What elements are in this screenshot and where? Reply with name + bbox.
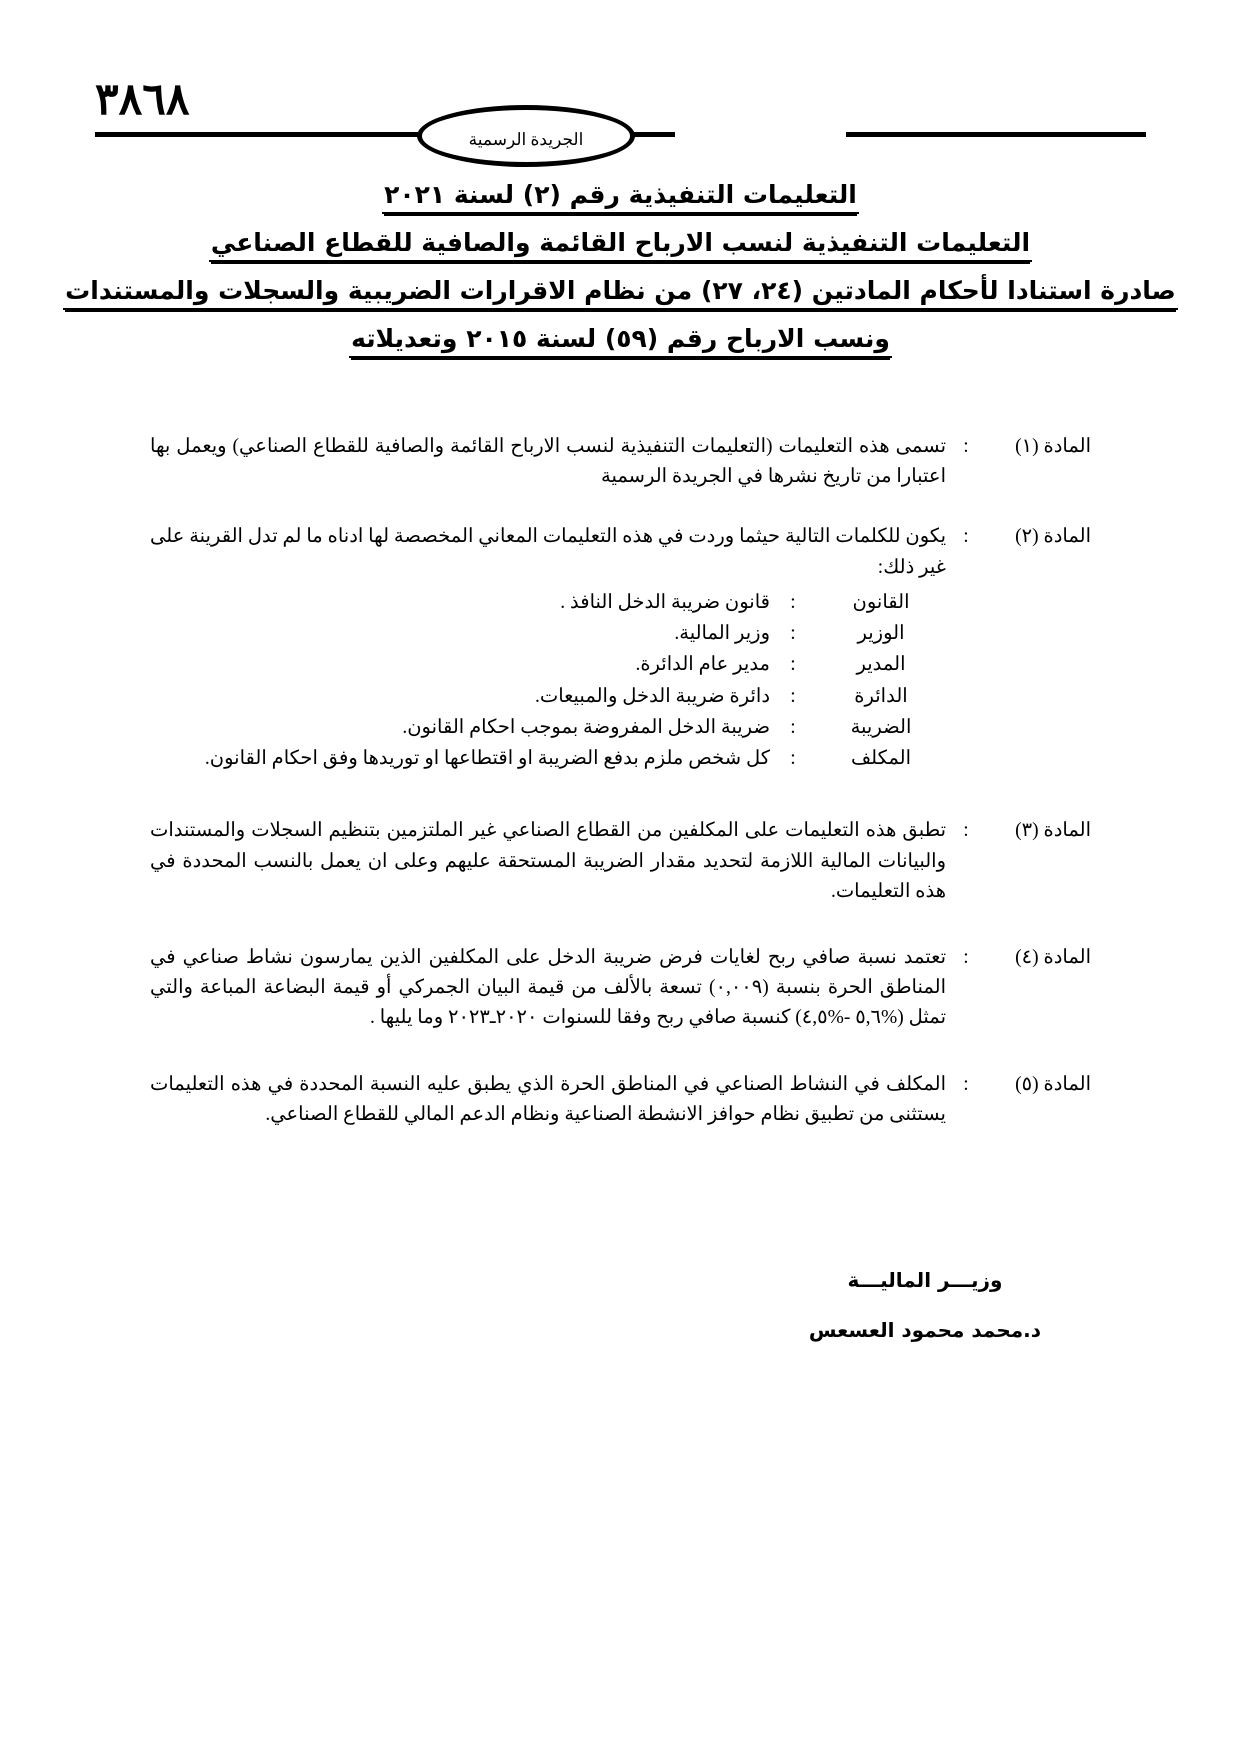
definition-term: المكلف <box>850 748 912 770</box>
definition-term: الضريبة <box>850 716 912 738</box>
article-3 <box>150 816 1091 907</box>
definition-row <box>150 587 946 618</box>
definition-description: وزير المالية. <box>674 623 770 645</box>
page-number: ٣٨٦٨ <box>95 75 190 124</box>
definition-description: دائرة ضريبة الدخل والمبيعات. <box>534 685 770 707</box>
article-2-text: يكون للكلمات التالية حيثما وردت في هذه التعليمات المعاني المخصصة لها ادناه ما لم تدل القرينة على غير ذلك: <box>150 526 946 578</box>
article-5-colon: : <box>963 1073 969 1095</box>
article-5-text: المكلف في النشاط الصناعي في المناطق الحرة الذي يطبق عليه النسبة المحددة في هذه التعليمات يستثنى من تطبيق نظام حوافز الانشطة الصناعية ونظام الدعم المالي للقطاع الصناعي. <box>150 1073 946 1125</box>
signatory-name: د.محمد محمود العسعس <box>808 1318 1041 1342</box>
title-line-1: التعليمات التنفيذية رقم (٢) لسنة ٢٠٢١ <box>382 180 859 214</box>
article-4-text: تعتمد نسبة صافي ربح لغايات فرض ضريبة الدخل على المكلفين الذين يمارسون نشاط صناعي في المناطق الحرة بنسبة (٠,٠٠٩) تسعة بالألف من قيمة البيان الجمركي أو قيمة البضاعة المباعة والتي تمثل (%٥,٦ -%٤,٥) كنسبة صافي ربح وفقا للسنوات ٢٠٢٠ـ٢٠٢٣ وما يليها . <box>150 947 947 1029</box>
definition-term: الوزير <box>857 623 905 645</box>
definition-row <box>150 649 946 680</box>
definition-row <box>150 681 946 712</box>
definition-description: مدير عام الدائرة. <box>635 654 770 676</box>
article-2-label: المادة (٢) <box>1015 526 1091 548</box>
gazette-name-label: الجريدة الرسمية <box>468 130 584 149</box>
definition-term: الدائرة <box>854 685 908 707</box>
definition-colon: : <box>790 716 796 738</box>
article-4-label: المادة (٤) <box>1015 947 1091 969</box>
title-line-3: صادرة استنادا لأحكام المادتين (٢٤، ٢٧) من نظام الاقرارات الضريبية والسجلات والمستندات <box>63 276 1178 310</box>
definition-description: كل شخص ملزم بدفع الضريبة او اقتطاعها او توريدها وفق احكام القانون. <box>204 748 770 770</box>
article-2 <box>150 522 1091 774</box>
page-header <box>95 75 1146 149</box>
article-4 <box>150 943 1091 1034</box>
definition-colon: : <box>790 685 796 707</box>
header-rule-group <box>95 130 1146 149</box>
article-1-label: المادة (١) <box>1015 436 1091 457</box>
definition-colon: : <box>790 591 796 613</box>
article-2-body <box>150 522 946 774</box>
article-3-label: المادة (٣) <box>1015 820 1091 842</box>
article-3-colon: : <box>963 820 969 842</box>
definition-row <box>150 743 946 774</box>
definition-colon: : <box>790 654 796 676</box>
article-1-colon: : <box>963 436 969 457</box>
header-rule-right <box>846 132 1146 137</box>
definition-description: قانون ضريبة الدخل النافذ . <box>560 591 770 613</box>
article-1 <box>150 432 1091 492</box>
definition-row <box>150 618 946 649</box>
definition-colon: : <box>790 623 796 645</box>
article-4-colon: : <box>963 947 969 969</box>
articles-container <box>150 432 1091 1160</box>
definition-term: القانون <box>852 591 910 613</box>
gazette-name-badge <box>417 105 635 167</box>
definition-description: ضريبة الدخل المفروضة بموجب احكام القانون. <box>402 716 770 738</box>
definitions-table <box>150 587 946 775</box>
article-3-text: تطبق هذه التعليمات على المكلفين من القطاع الصناعي غير الملتزمين بتنظيم السجلات والمستندات والبيانات المالية اللازمة لتحديد مقدار الضريبة المستحقة عليهم وعلى ان يعمل بالنسب المحددة في هذه التعليمات. <box>150 820 946 902</box>
title-line-4: ونسب الارباح رقم (٥٩) لسنة ٢٠١٥ وتعديلاته <box>349 324 892 358</box>
article-5-label: المادة (٥) <box>1015 1073 1091 1095</box>
title-line-2: التعليمات التنفيذية لنسب الارباح القائمة والصافية للقطاع الصناعي <box>209 228 1032 262</box>
article-1-text: تسمى هذه التعليمات (التعليمات التنفيذية لنسب الارباح القائمة والصافية للقطاع الصناعي) ويعمل بها اعتبارا من تاريخ نشرها في الجريدة الرسمية <box>150 436 946 488</box>
signatory-title: وزيـــر الماليـــة <box>847 1268 1003 1292</box>
document-title-block <box>60 180 1181 372</box>
article-5 <box>150 1070 1091 1130</box>
definition-term: المدير <box>856 654 906 676</box>
definition-colon: : <box>790 748 796 770</box>
definition-row <box>150 712 946 743</box>
article-2-colon: : <box>963 526 969 548</box>
signature-block <box>809 1268 1041 1342</box>
